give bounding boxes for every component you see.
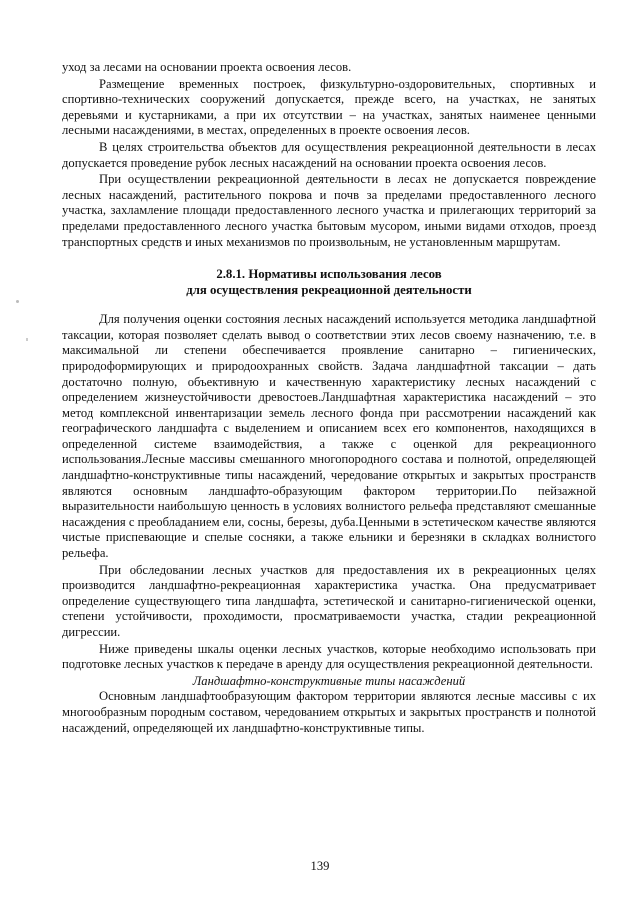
section-heading-line1: 2.8.1. Нормативы использования лесов	[216, 267, 442, 282]
italic-subheading: Ландшафтно-конструктивные типы насаждений	[192, 673, 466, 688]
paragraph: уход за лесами на основании проекта освоения лесов.	[62, 60, 352, 74]
section-heading-line2: для осуществления рекреационной деятельности	[186, 283, 472, 298]
section-heading	[62, 266, 596, 298]
paragraph: Для получения оценки состояния лесных насаждений используется методика ландшафтной таксации, которая позволяет сделать вывод о соответствии этих лесов своему назначению, т.е. в максимальной ли степени обеспечивается проявление санитарно – гигиенических, природоформирующих и природоохранных свойств. Задача ландшафтной таксации – дать достаточно полную, объективную и качественную характеристику лесных насаждений с определением жизнеустойчивости древостоев.Ландшафтная характеристика насаждений – это метод комплексной инвентаризации земель лесного фонда при рассмотрении насаждений как географического ландшафта с выделением и описанием всех его компонентов, находящихся в определенной системе взаимодействия, а также с оценкой для рекреационного использования.Лесные массивы смешанного многопородного состава и полнотой, определяющей ландшафтно-конструктивные типы насаждений, чередование открытых и закрытых пространств являются основным ландшафто-образующим фактором территории.По пейзажной выразительности наибольшую ценность в условиях волнистого рельефа представляют смешанные насаждения с преобладанием ели, сосны, березы, дуба.Ценными в эстетическом качестве являются чистые приспевающие и спелые сосняки, а также ельники и березняки в складках волнистого рельефа.	[62, 312, 596, 561]
paragraph: При обследовании лесных участков для предоставления их в рекреационных целях производится ландшафтно-рекреационная характеристика участка. Она предусматривает определение существующего типа ландшафта, эстетической и санитарно-гигиенической оценки, степени устойчивости, проходимости, просматриваемости участка, стадии рекреационной дигрессии.	[62, 562, 596, 639]
paragraph: Размещение временных построек, физкультурно-оздоровительных, спортивных и спортивно-технических сооружений допускается, прежде всего, на участках, не занятых деревьями и кустарниками, а при их отсутствии – на участках, занятых наименее ценными лесными насаждениями, в местах, определенных в проекте освоения лесов.	[62, 76, 596, 138]
scan-speck	[26, 338, 28, 341]
paragraph: В целях строительства объектов для осуществления рекреационной деятельности в лесах допускается проведение рубок лесных насаждений на основании проекта освоения лесов.	[62, 139, 596, 170]
paragraph: При осуществлении рекреационной деятельности в лесах не допускается повреждение лесных насаждений, растительного покрова и почв за пределами предоставленного лесного участка, захламление площади предоставленного лесного участка и прилегающих территорий за пределами предоставленного лесного участка бытовым мусором, иными видами отходов, проезд транспортных средств и иных механизмов по произвольным, не установленным маршрутам.	[62, 172, 596, 249]
scan-speck	[16, 300, 19, 303]
paragraph: Основным ландшафтообразующим фактором территории являются лесные массивы с их многообразным породным составом, чередованием открытых и закрытых пространств и полнотой насаждений, определяющей их ландшафтно-конструктивные типы.	[62, 689, 596, 735]
paragraph: Ниже приведены шкалы оценки лесных участков, которые необходимо использовать при подготовке лесных участков к передаче в аренду для осуществления рекреационной деятельности.	[62, 641, 596, 672]
page-number: 139	[310, 859, 330, 873]
